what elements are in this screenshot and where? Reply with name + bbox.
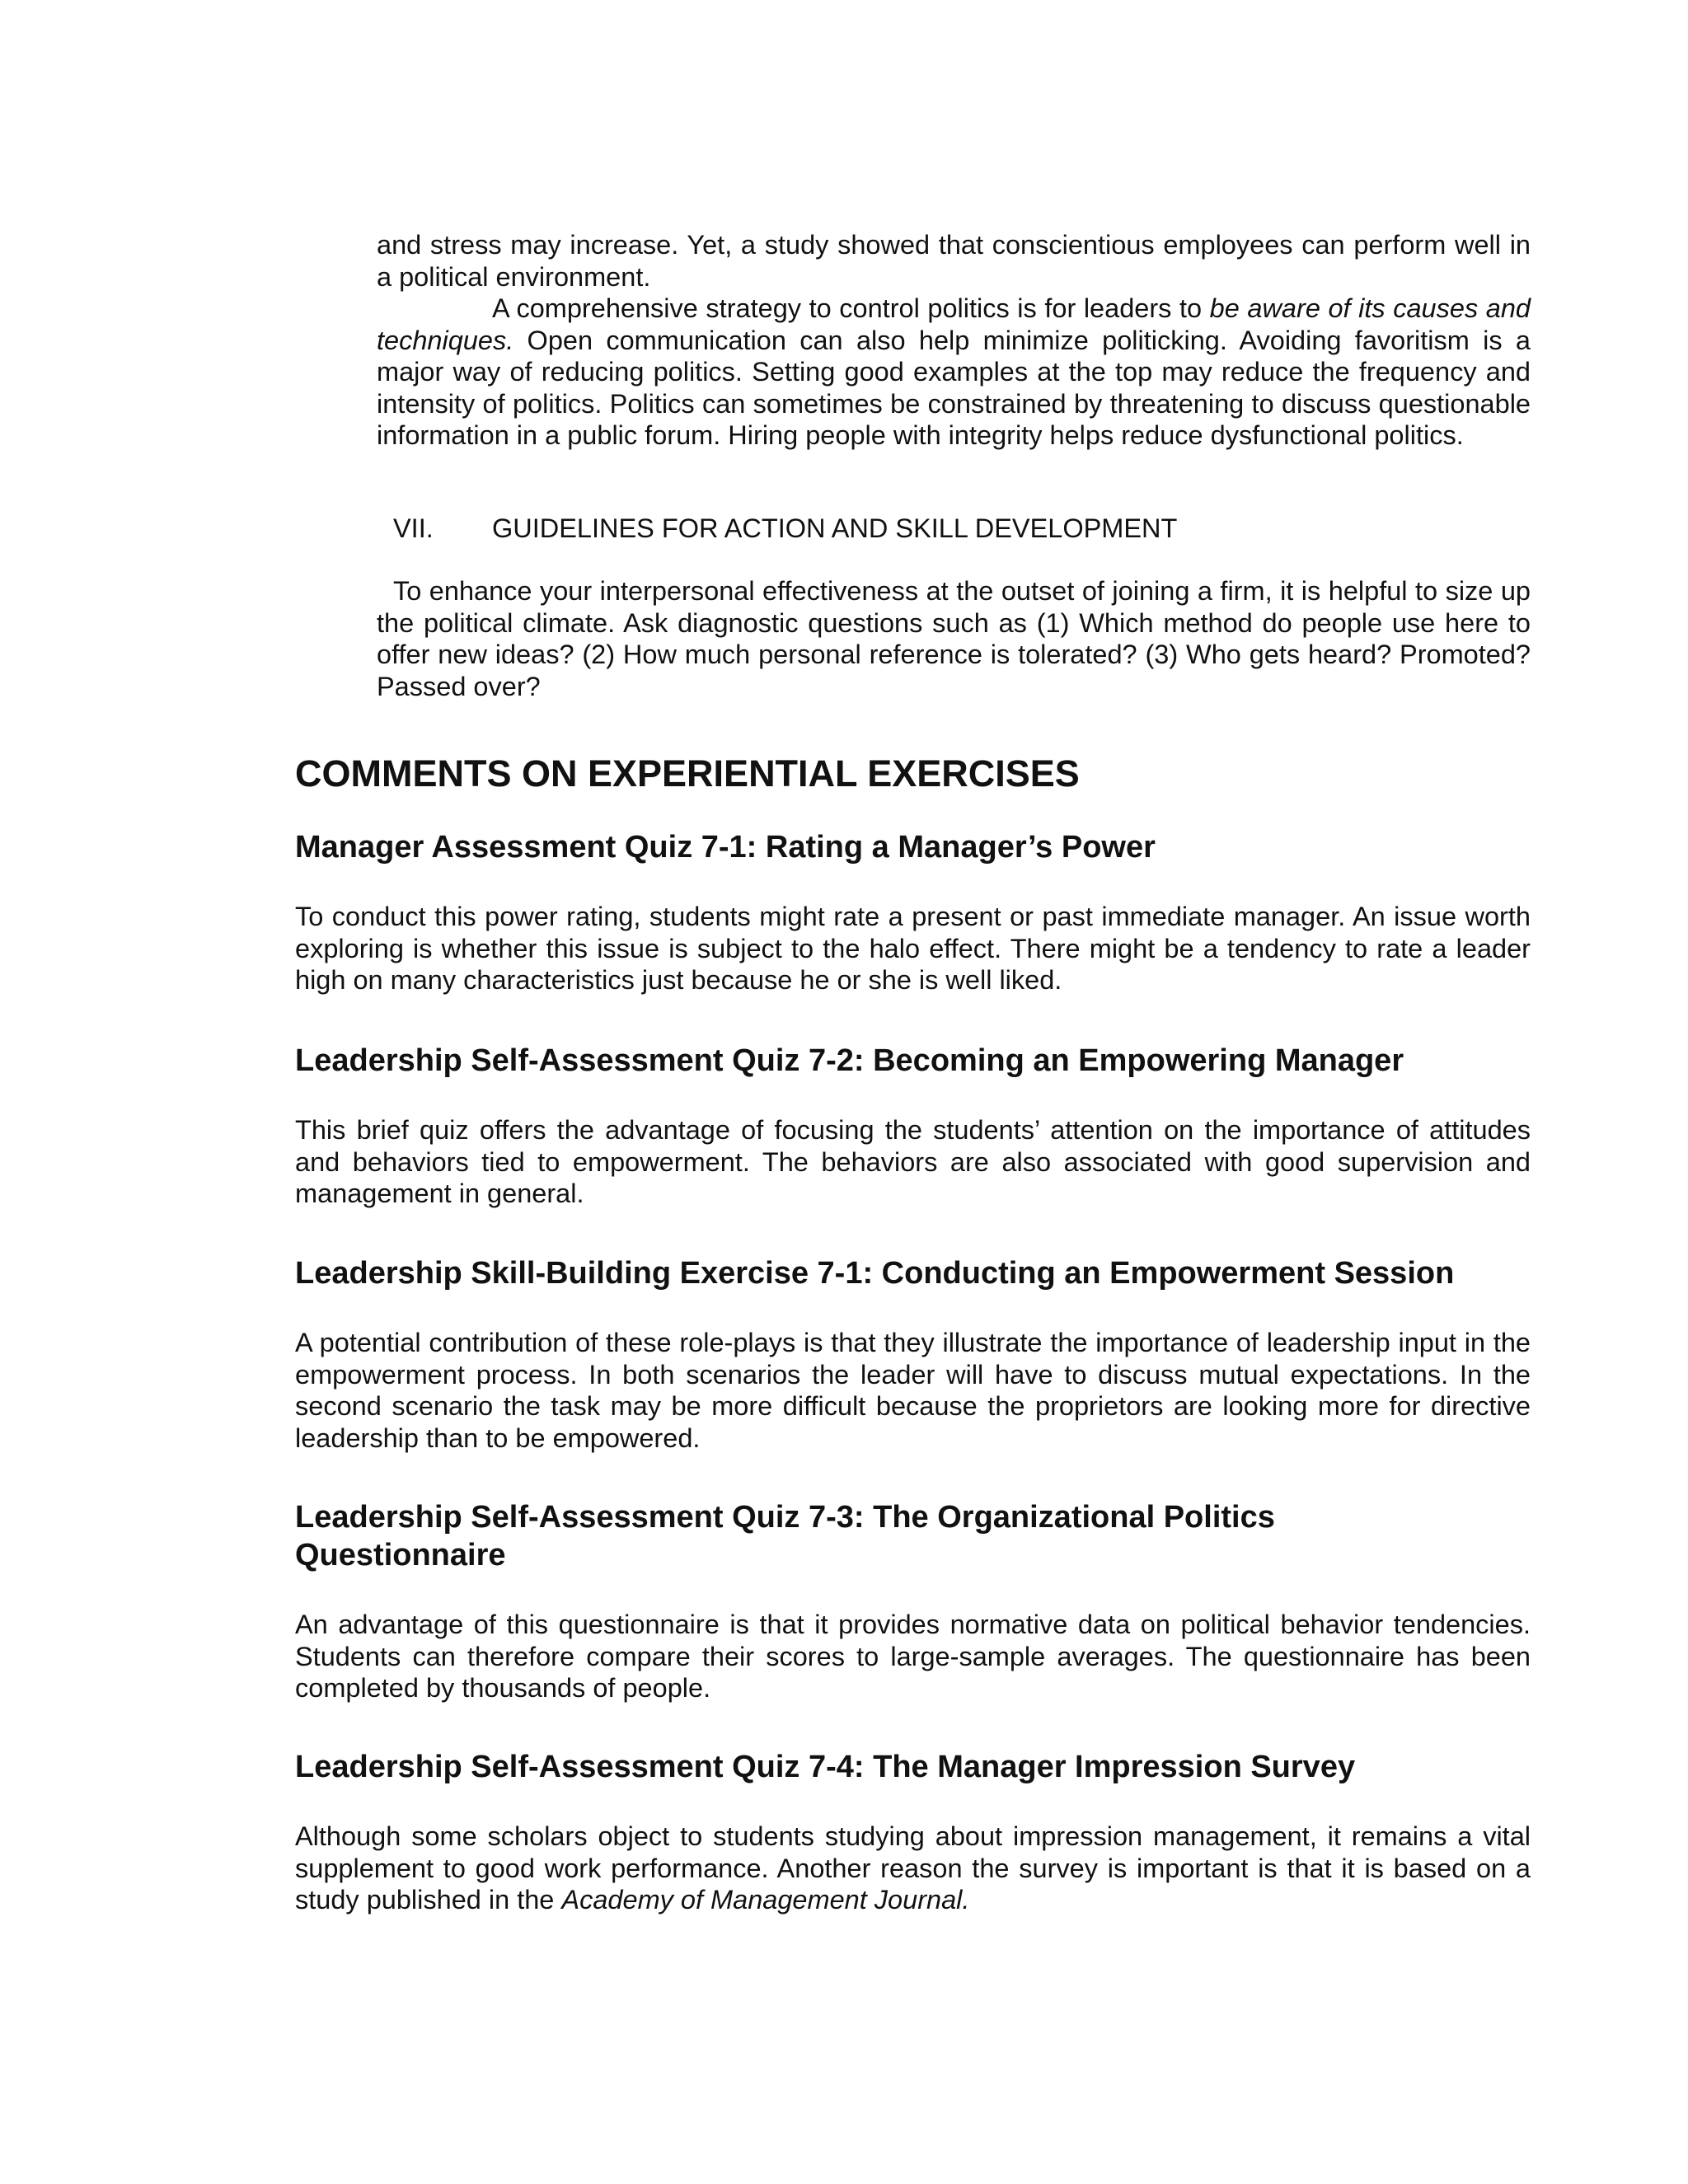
exercise-text: An advantage of this questionnaire is that it provides normative data on political behavior tendencies. Students can therefore compare their scores to large-sample averages. The questionnaire has been completed by thousands of people. bbox=[295, 1610, 1531, 1703]
exercise-title: Leadership Skill-Building Exercise 7-1: Conducting an Empowerment Session bbox=[295, 1256, 1455, 1291]
exercise-text: A potential contribution of these role-plays is that they illustrate the importance of leadership input in the empowerment process. In both scenarios the leader will have to discuss mutual expectations. In the second scenario the task may be more difficult because the proprietors are looking more for directive leadership than to be empowered. bbox=[295, 1328, 1531, 1453]
exercise-title: Leadership Self-Assessment Quiz 7-4: The Manager Impression Survey bbox=[295, 1750, 1356, 1784]
exercise-text bbox=[295, 1821, 1531, 1916]
continuation-paragraph-2 bbox=[377, 293, 1531, 452]
exercise-title: Manager Assessment Quiz 7-1: Rating a Manager’s Power bbox=[295, 830, 1156, 865]
section-title: GUIDELINES FOR ACTION AND SKILL DEVELOPMENT bbox=[492, 513, 1178, 543]
guidelines-paragraph: To enhance your interpersonal effectiveness at the outset of joining a firm, it is helpful to size up the political climate. Ask diagnostic questions such as (1) Which method do people use here to offer new ideas? (2) How much personal reference is tolerated? (3) Who gets heard? Promoted? Passed over? bbox=[377, 576, 1531, 701]
italic-emphasis: be aware of its causes and techniques. bbox=[377, 293, 1531, 355]
exercise-text: To conduct this power rating, students might rate a present or past immediate manager. An issue worth exploring is whether this issue is subject to the halo effect. There might be a tendency to rate a leader high on many characteristics just because he or she is well liked. bbox=[295, 902, 1531, 995]
paragraph-text: Open communication can also help minimize politicking. Avoiding favoritism is a major way of reducing politics. Setting good examples at the top may reduce the frequency and intensity of politics. Politics can sometimes be constrained by threatening to discuss questionable information in a public forum. Hiring people with integrity helps reduce dysfunctional politics. bbox=[377, 325, 1531, 450]
exercise-title: Leadership Self-Assessment Quiz 7-3: The Organizational Politics Questionnaire bbox=[295, 1500, 1275, 1572]
paragraph-text: A comprehensive strategy to control politics is for leaders to bbox=[492, 293, 1210, 323]
section-heading-vii bbox=[393, 513, 1177, 544]
paragraph-text: Although some scholars object to students studying about impression management, it remains a vital supplement to good work performance. Another reason the survey is important is that it is based on a study published in the bbox=[295, 1821, 1531, 1915]
comments-heading: COMMENTS ON EXPERIENTIAL EXERCISES bbox=[295, 752, 1080, 794]
journal-title: Academy of Management Journal. bbox=[561, 1885, 970, 1915]
exercise-text: This brief quiz offers the advantage of focusing the students’ attention on the importance of attitudes and behaviors tied to empowerment. The behaviors are also associated with good supervision and management in general. bbox=[295, 1115, 1531, 1208]
section-number: VII. bbox=[393, 513, 434, 543]
continuation-paragraph-1: and stress may increase. Yet, a study showed that conscientious employees can perform well in a political environment. bbox=[377, 230, 1531, 292]
exercise-title: Leadership Self-Assessment Quiz 7-2: Becoming an Empowering Manager bbox=[295, 1043, 1404, 1078]
